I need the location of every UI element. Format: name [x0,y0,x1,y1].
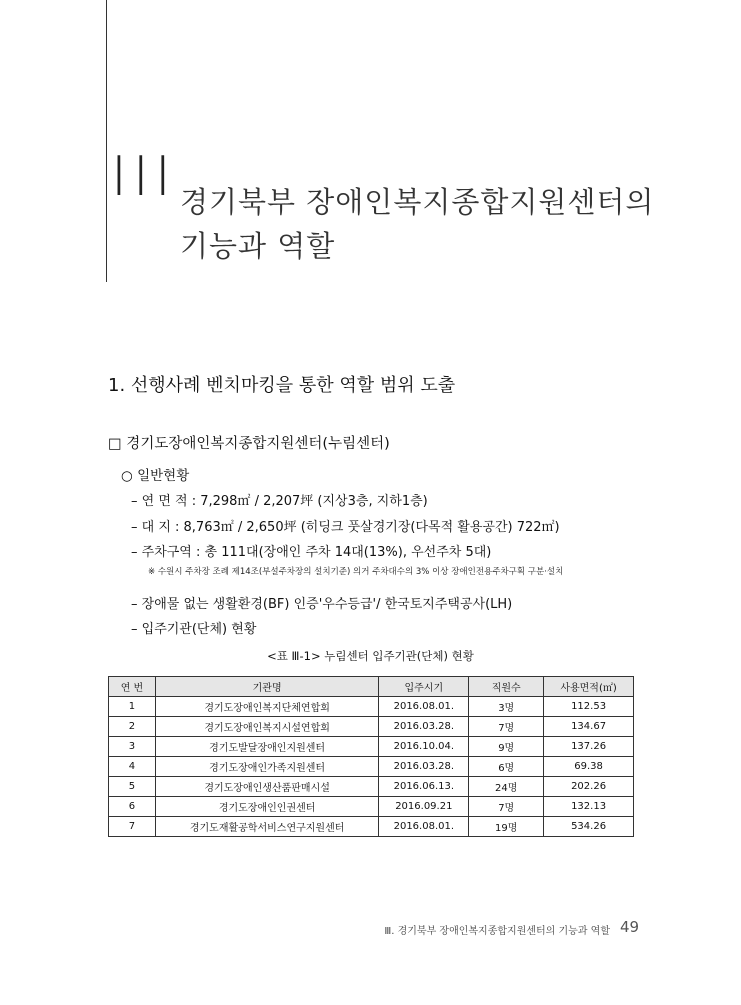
chapter-divider-line [106,0,107,282]
table-cell: 19명 [469,817,544,837]
item-bf-certification: – 장애물 없는 생활환경(BF) 인증'우수등급'/ 한국토지주택공사(LH) [131,597,513,612]
table-cell: 5 [109,777,156,797]
table-cell: 534.26 [544,817,634,837]
item-tenant-status: – 입주기관(단체) 현황 [131,622,257,637]
table-row [109,797,634,817]
table-row [109,817,634,837]
item-parking: – 주차구역 : 총 111대(장애인 주차 14대(13%), 우선주차 5대) [131,545,492,560]
table-header-row [109,677,634,697]
table-cell: 2 [109,717,156,737]
header-cell: 사용면적(㎡) [544,677,634,697]
table-cell: 경기도장애인생산품판매시설 [155,777,378,797]
chapter-number: III [111,145,177,208]
table-cell: 202.26 [544,777,634,797]
parking-note: ※ 수원시 주차장 조례 제14조(부설주차장의 설치기준) 의거 주차대수의 3% 이상 장애인전용주차구획 구분·설치 [148,567,564,577]
table-cell: 69.38 [544,757,634,777]
subsection-title: □ 경기도장애인복지종합지원센터(누림센터) [108,436,390,452]
table-row [109,737,634,757]
tenant-table [108,676,634,837]
table-cell: 경기도장애인인권센터 [155,797,378,817]
table-cell: 112.53 [544,697,634,717]
table-cell: 6 [109,797,156,817]
table-cell: 2016.10.04. [379,737,469,757]
table-cell: 24명 [469,777,544,797]
header-cell: 직원수 [469,677,544,697]
chapter-title-line-2: 기능과 역할 [180,229,336,263]
table-cell: 경기도장애인가족지원센터 [155,757,378,777]
table-cell: 2016.06.13. [379,777,469,797]
table-cell: 9명 [469,737,544,757]
table-cell: 3 [109,737,156,757]
table-cell: 6명 [469,757,544,777]
table-cell: 1 [109,697,156,717]
header-cell: 기관명 [155,677,378,697]
table-row [109,717,634,737]
table-cell: 2016.08.01. [379,817,469,837]
chapter-title-line-1: 경기북부 장애인복지종합지원센터의 [180,185,655,219]
general-status-title: ○ 일반현황 [121,468,190,484]
item-land-area: – 대 지 : 8,763㎡ / 2,650坪 (히딩크 풋살경기장(다목적 활용공간) 722㎡) [131,520,560,535]
table-cell: 7 [109,817,156,837]
table-caption: <표 Ⅲ-1> 누림센터 입주기관(단체) 현황 [267,649,474,663]
table-row [109,757,634,777]
table-cell: 2016.03.28. [379,757,469,777]
item-floor-area: – 연 면 적 : 7,298㎡ / 2,207坪 (지상3층, 지하1층) [131,494,428,509]
table-row [109,777,634,797]
table-cell: 137.26 [544,737,634,757]
table-cell: 경기도장애인복지단체연합회 [155,697,378,717]
table-cell: 2016.08.01. [379,697,469,717]
table-cell: 경기도장애인복지시설연합회 [155,717,378,737]
header-cell: 연 번 [109,677,156,697]
table-cell: 132.13 [544,797,634,817]
footer-chapter-title: Ⅲ. 경기북부 장애인복지종합지원센터의 기능과 역할 [384,926,610,937]
page-number: 49 [620,918,640,936]
chapter-title [180,180,680,268]
table-cell: 2016.03.28. [379,717,469,737]
header-cell: 입주시기 [379,677,469,697]
table-row [109,697,634,717]
table-cell: 2016.09.21 [379,797,469,817]
section-title: 1. 선행사례 벤치마킹을 통한 역할 범위 도출 [108,375,456,396]
table-cell: 경기도발달장애인지원센터 [155,737,378,757]
table-cell: 134.67 [544,717,634,737]
table-cell: 7명 [469,797,544,817]
table-cell: 3명 [469,697,544,717]
table-cell: 7명 [469,717,544,737]
table-cell: 경기도재활공학서비스연구지원센터 [155,817,378,837]
table-cell: 4 [109,757,156,777]
